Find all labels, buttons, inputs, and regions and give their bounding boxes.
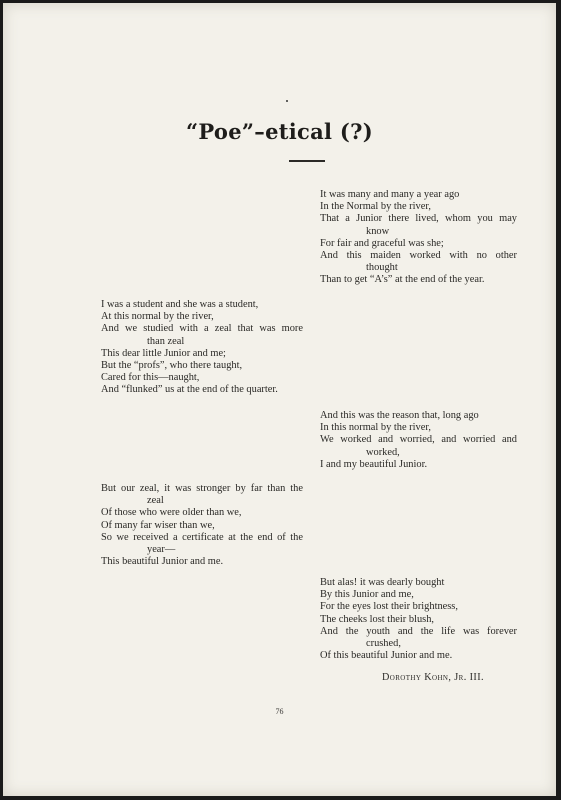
poem-line: Cared for this—naught, <box>101 372 200 384</box>
poem-line-continuation: year— <box>147 544 176 556</box>
poem-line: Of many far wiser than we, <box>101 519 215 531</box>
poem-line-continuation: thought <box>366 262 398 274</box>
poem-line-continuation: zeal <box>147 495 164 507</box>
stanza-5 <box>320 577 517 662</box>
poem-line: That a Junior there lived, whom you may <box>320 213 517 225</box>
poem-line: In this normal by the river, <box>320 422 431 434</box>
poem-line-continuation: worked, <box>366 446 400 458</box>
page <box>3 3 556 796</box>
poem-line: Of this beautiful Junior and me. <box>320 650 453 662</box>
poem-line: We worked and worried, and worried and <box>320 434 517 446</box>
poem-line: And this was the reason that, long ago <box>320 410 479 421</box>
poem-line: I and my beautiful Junior. <box>320 458 428 470</box>
poem-line: But alas! it was dearly bought <box>320 577 445 588</box>
poem-line-continuation: know <box>366 225 390 237</box>
author-name: Dorothy Kohn <box>382 672 449 683</box>
poem-line: This beautiful Junior and me. <box>101 556 224 568</box>
poem-line: And “flunked” us at the end of the quarter. <box>101 384 278 396</box>
poem-line: This dear little Junior and me; <box>101 347 226 359</box>
poem-line-continuation: crushed, <box>366 638 401 650</box>
poem-line: And the youth and the life was forever <box>320 625 517 637</box>
stanza-3 <box>320 410 517 471</box>
poem-line: And this maiden worked with no other <box>320 250 517 262</box>
poem-line: For fair and graceful was she; <box>320 237 444 249</box>
stanza-4 <box>101 483 303 568</box>
poem-line: Of those who were older than we, <box>101 507 242 519</box>
ink-speck <box>286 100 288 102</box>
poem-line: And we studied with a zeal that was more <box>101 323 303 335</box>
poem-line: By this Junior and me, <box>320 589 414 601</box>
stanza-1 <box>320 189 517 287</box>
page-number: 76 <box>275 707 284 716</box>
poem-line: The cheeks lost their blush, <box>320 613 434 625</box>
poem-line: In the Normal by the river, <box>320 201 431 213</box>
poem-line: I was a student and she was a student, <box>101 299 259 310</box>
author-signature <box>382 672 484 683</box>
poem-line: But the “profs”, who there taught, <box>101 360 243 372</box>
poem-title: “Poe”–etical (?) <box>186 119 373 144</box>
poem-line: At this normal by the river, <box>101 311 214 323</box>
title-rule <box>289 160 325 162</box>
poem-line-continuation: than zeal <box>147 335 185 347</box>
poem-line: But our zeal, it was stronger by far than the <box>101 483 303 494</box>
poem-line: It was many and many a year ago <box>320 189 460 200</box>
poem-line: For the eyes lost their brightness, <box>320 601 458 613</box>
author-suffix: , Jr. III. <box>448 672 484 683</box>
poem-line: So we received a certificate at the end of the <box>101 531 303 543</box>
poem-line: Than to get “A’s” at the end of the year. <box>320 274 485 286</box>
stanza-2 <box>101 299 303 397</box>
